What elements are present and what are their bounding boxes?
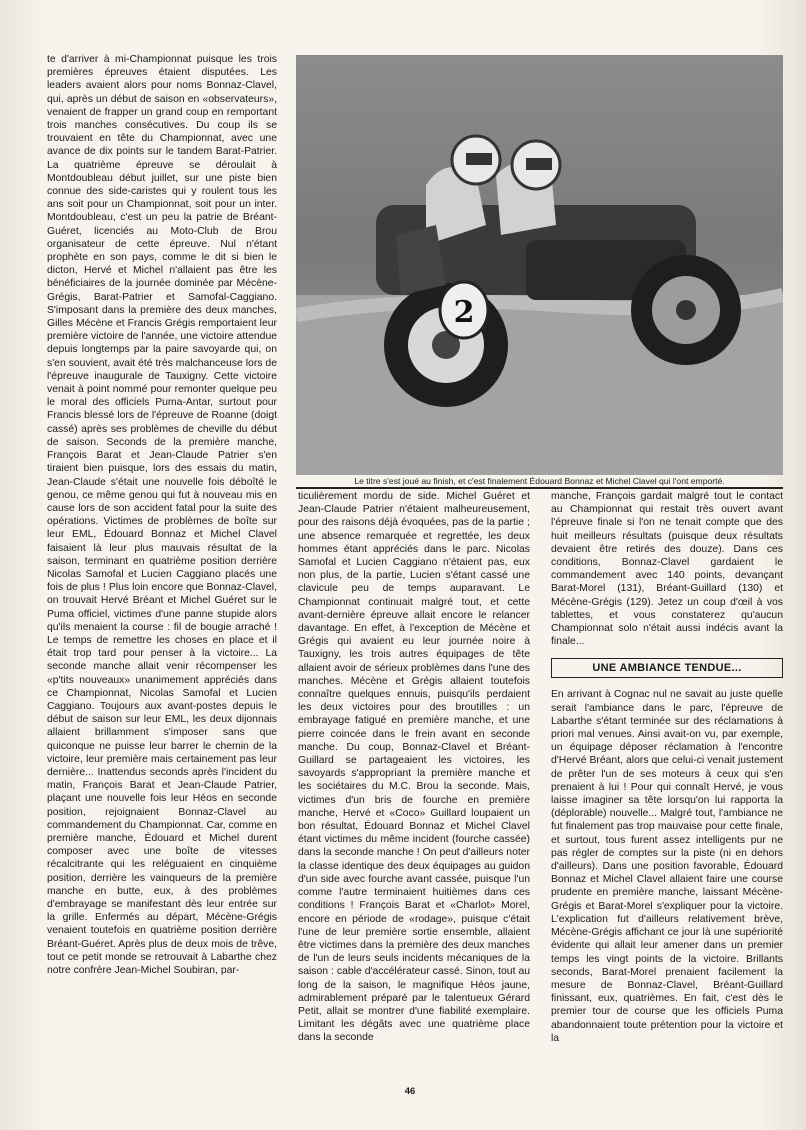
article-column-3	[551, 490, 783, 1100]
race-number: 2	[453, 295, 475, 330]
article-text: ticulièrement mordu de side. Michel Guéret et Jean-Claude Patrier n'étaient malheureusement, pour des raisons déjà évoquées, pas de la partie ; une absence remarquée et regrettée, les deux hommes étant appréciés dans le parc. Nicolas Samofal et Lucien Caggiano n'étaient pas, eux non plus, de la partie, Lucien s'étant cassé une clavicule peu de temps auparavant. Le Championnat continuait malgré tout, et cette avant-dernière épreuve allait encore le relancer davantage. En effet, à l'exception de Mécène et Grégis qui avaient eu leur journée noire à Tauxigny, les trois autres équipages de tête allaient avoir de sérieux problèmes dans l'une des manches. Mécène et Grégis allaient toutefois connaître quelques ennuis, puisqu'ils perdaient les deux victoires pour des broutilles : un embrayage fatigué en première manche, et une pierre coincée dans le frein avant en seconde manche. Du coup, Bonnaz-Clavel et Bréant-Guillard se partageaient les victoires, les savoyards s'appropriant la première manche et les sociétaires du M.C. Brou la seconde. Mais, victimes d'un bris de fourche en première manche, Hervé et «Coco» Guillard loupaient un bon résultat, Édouard Bonnaz et Michel Clavel étant victimes du même incident (fourche cassée) dans la seconde manche ! On peut d'ailleurs noter la classe identique des deux équipages au guidon d'un side avec fourche avant cassée, puisque l'un comme l'autre terminaient huitièmes dans ces conditions ! François Barat et «Charlot» Morel, encore en période de «rodage», puisque c'était l'une de leur première sortie ensemble, allaient être victimes dans la première des deux manches de l'un de leurs seuls incidents mécaniques de la saison : cable d'accélérateur cassé. Sinon, tout au long de la saison, le magnifique Héos jaune, admirablement préparé par le talentueux Gérard Petit, allait se montrer d'une fiabilité exemplaire. Limitant les dégâts avec une quatrième place dans la seconde	[298, 491, 530, 1044]
article-column-2	[298, 490, 530, 1100]
article-text: manche, François gardait malgré tout le contact au Championnat qui restait très ouvert avant l'épreuve finale si l'on ne tenait compte que des huit meilleurs résultats (puisque deux résultats devaient être retirés des douze). Dans ces conditions, Bonnaz-Clavel gardaient le commandement avec 140 points, devançant Barat-Morel (131), Bréant-Guillard (130) et Mécène-Grégis (129). Jetez un coup d'œil à vos tablettes, et vous constaterez qu'aucun Championnat solo n'était aussi indécis avant la finale...	[551, 491, 783, 648]
page-number: 46	[404, 1086, 416, 1097]
article-column-1	[47, 53, 277, 1098]
article-text: te d'arriver à mi-Championnat puisque les trois premières épreuves étaient disputées. Les leaders avaient alors pour noms Bonnaz-Clavel, qui, après un début de saison en «observateurs», venaient de frapper un grand coup en remportant trois manches consécutives. Du coup ils se trouvaient en tête du Championnat, avec une avance de dix points sur le tandem Barat-Patrier. La quatrième épreuve se déroulait à Montdoubleau début juillet, sur une piste bien connue des side-caristes qui y roulent tous les ans soit pour un Championnat, soit pour un inter. Montdoubleau, c'est un peu la patrie de Bréant-Guéret, licenciés au Moto-Club de Brou organisateur de cette épreuve. Nul n'étant prophète en son pays, comme le dit si bien le dicton, Hervé et Michel n'allaient pas être les bénéficiaires de la journée dominée par Mécène-Grégis, Barat-Patrier et Samofal-Caggiano. S'imposant dans la première des deux manches, Gilles Mécène et Francis Grégis remportaient leur première victoire de l'année, une victoire attendue depuis longtemps par la paire savoyarde qui, on s'en souvient, avait été très malchanceuse lors de l'épreuve inaugurale de Tauxigny. Cette victoire venait à point nommé pour remonter quelque peu le moral des officiels Puma-Antar, surtout pour Francis blessé lors de l'épreuve de Roanne (doigt cassé) après ses problèmes de cheville du début de saison. Seconds de la première manche, François Barat et Jean-Claude Patrier s'en tiraient bien puisque, lors des essais du matin, Jean-Claude s'était une nouvelle fois déboîté le genou, ce même genou qui fut à nouveau mis en cause lors de son accident fatal pour la suite des opérations. Victimes de problèmes de boîte sur leur EML, Édouard Bonnaz et Michel Clavel faisaient là leur plus mauvais résultat de la saison, terminant en quatrième position derrière Nicolas Samofal et Lucien Caggiano placés une fois de plus ! Plus loin encore que Bonnaz-Clavel, on trouvait Hervé Bréant et Michel Guéret sur le Puma officiel, victimes d'une panne stupide alors qu'ils menaient la course : fil de bougie arraché ! Le temps de remettre les choses en place et il était trop tard pour penser à la victoire... La seconde manche allait venir récompenser les «p'tits nouveaux» unanimement appréciés dans ce Championnat, Nicolas Samofal et Lucien Caggiano. Toujours aux avant-postes depuis le début de saison sur leur EML, les deux dijonnais allaient brillamment s'imposer sans que quiconque ne puisse leur barrer le chemin de la victoire, leur première mais certainement pas leur dernière... Inattendus seconds après l'incident du matin, François Barat et Jean-Claude Patrier, plaçant une nouvelle fois leur Héos en seconde position, rejoignaient Bonnaz-Clavel au commandement du Championnat. Car, comme en première manche, Édouard et Michel durent composer avec une boîte de vitesses récalcitrante qui les reléguaient en cinquième position, derrière les vainqueurs de la première manche en butte, eux, à des problèmes d'embrayage se manifestant dès leur entrée sur la grille. Enfermés au départ, Mécène-Grégis venaient toutefois en quatrième position derrière Bréant-Guéret. Après plus de deux mois de trêve, tout ce petit monde se retrouvait à Labarthe chez notre confrère Jean-Michel Soubiran, par-	[47, 54, 277, 977]
section-heading: UNE AMBIANCE TENDUE...	[551, 658, 783, 678]
sidecar-race-photo	[296, 55, 783, 475]
sidecar-illustration	[296, 55, 783, 475]
article-text: En arrivant à Cognac nul ne savait au juste quelle serait l'ambiance dans le parc, l'épreuve de Labarthe s'étant terminée sur des réclamations à priori mal venues. Ainsi avait-on vu, par exemple, un équipage déposer réclamation à l'encontre d'Hervé Bréant, alors que celui-ci venait justement de prêter l'un de ses moteurs à ceux qui s'en prenaient à lui ! Pour qui connaît Hervé, je vous laisse imaginer sa tête lorsqu'on lui rapporta la (déplorable) nouvelle... Malgré tout, l'ambiance ne fut finalement pas trop mauvaise pour cette finale, et surtout, tous furent assez intelligents pur ne pas régler de comptes sur la piste (ni en dehors d'ailleurs). Dans une position favorable, Édouard Bonnaz et Michel Clavel allaient faire une course prudente en première manche, laissant Mécène-Grégis et Barat-Morel s'expliquer pour la victoire. L'explication fut d'ailleurs relativement brève, Mécène-Grégis affichant ce jour là une supériorité évidente qui allait leur amener dans un premier temps les vingt points de la victoire. Brillants seconds, Barat-Morel prenaient facilement la mesure de Bonnaz-Clavel, Bréant-Guillard finissant, eux, quatrièmes. En fait, c'est dès le premier tour de course que les officiels Puma abandonnaient toute prétention pour la victoire et la	[551, 689, 783, 1044]
photo-caption: Le titre s'est joué au finish, et c'est finalement Édouard Bonnaz et Michel Clavel qui l'ont emporté.	[296, 475, 783, 489]
